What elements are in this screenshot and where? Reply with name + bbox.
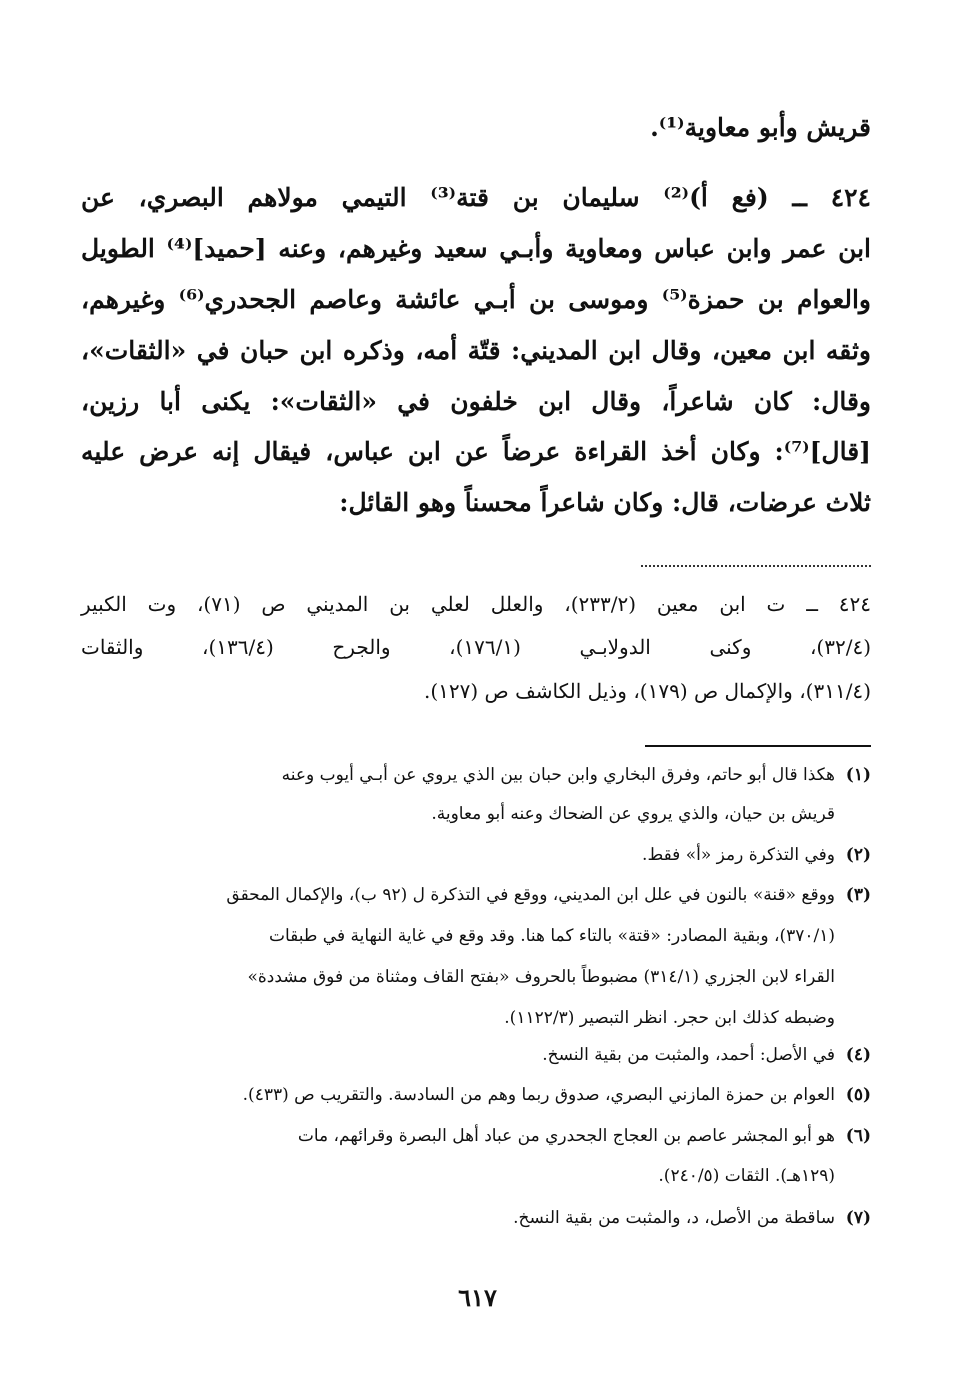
footnote-text: وضبطه كذلك ابن حجر. انظر التبصير (١١٢٢/٣).	[504, 1008, 835, 1028]
footnote-text: (٣٧٠/١)، وبقية المصادر: «قتة» بالتاء كما هنا. وقد وقع في غاية النهاية في طبقات	[268, 926, 835, 946]
footnote-number: (٢)	[845, 845, 871, 865]
footnote-number: (١)	[845, 765, 871, 785]
footnote-number: (٦)	[845, 1126, 871, 1146]
footnote-text: هكذا قال أبو حاتم، وفرق البخاري وابن حبان بين الذي يروي عن أبـي أيوب وعنه	[281, 765, 835, 785]
footnote-text: قريش بن حيان، والذي يروي عن الضحاك وعنه أبو معاوية.	[431, 804, 835, 824]
footnote-7	[81, 1208, 871, 1228]
footnote-6	[81, 1126, 871, 1146]
footnote-text: القراء لابن الجزري (٣١٤/١) مضبوطاً بالحروف «بفتح القاف ومثناة من فوق مشددة»	[247, 967, 835, 987]
sources-line: ٤٢٤ ــ ت ابن معين (٢٣٣/٢)، والعلل لعلي بن المديني ص (٧١)، وت الكبير	[81, 592, 871, 616]
footnote-number: (٤)	[845, 1045, 871, 1065]
footnote-number: (٧)	[845, 1208, 871, 1228]
sources-line: (٣٢/٤)، وكنى الدولابـي (١٧٦/١)، والجرح (١٣٦/٤)، والثقات	[81, 635, 871, 659]
footnote-continuation	[81, 967, 871, 987]
footnote-continuation	[81, 1008, 871, 1028]
footnote-3	[81, 885, 871, 905]
footnote-text: هو أبو المجشر عاصم بن العجاج الجحدري من عباد أهل البصرة وقرائهم، مات	[297, 1126, 835, 1146]
dotted-separator	[641, 565, 871, 573]
main-text-line: [قال]⁽⁷⁾: وكان أخذ القراءة عرضاً عن ابن عباس، فيقال إنه عرض عليه	[81, 437, 871, 466]
footnote-number: (٥)	[845, 1085, 871, 1105]
footnote-text: (١٢٩هـ). الثقات (٢٤٠/٥).	[658, 1166, 835, 1186]
main-text-line: قريش وأبو معاوية⁽¹⁾.	[650, 113, 871, 142]
footnote-4	[81, 1045, 871, 1065]
page-number: ٦١٧	[458, 1283, 497, 1312]
footnote-text: وفي التذكرة رمز «أ» فقط.	[642, 845, 835, 865]
main-text-line: ٤٢٤ ــ (فع أ)⁽²⁾ سليمان بن قتة⁽³⁾ التيمي مولاهم البصري، عن	[81, 183, 871, 212]
footnote-2	[81, 845, 871, 865]
main-text-line: والعوام بن حمزة⁽⁵⁾ وموسى بن أبـي عائشة وعاصم الجحدري⁽⁶⁾ وغيرهم،	[81, 285, 872, 314]
main-text-line: ابن عمر وابن عباس ومعاوية وأبـي سعيد وغيرهم، وعنه [حميد]⁽⁴⁾ الطويل	[81, 234, 871, 263]
main-text-line: ثلاث عرضات، قال: وكان شاعراً محسناً وهو القائل:	[339, 488, 871, 517]
footnote-rule	[645, 745, 871, 747]
footnote-5	[81, 1085, 871, 1105]
footnote-continuation	[81, 804, 871, 824]
main-text-line: وثقه ابن معين، وقال ابن المديني: قتّة أمه، وذكره ابن حبان في «الثقات»،	[81, 336, 871, 365]
footnote-continuation	[81, 926, 871, 946]
sources-line: (٣١١/٤)، والإكمال ص (١٧٩)، وذيل الكاشف ص (١٢٧).	[423, 679, 871, 703]
footnote-number: (٣)	[845, 885, 871, 905]
footnote-text: ووقع «قنة» بالنون في علل ابن المديني، ووقع في التذكرة ل (٩٢ ب)، والإكمال المحقق	[226, 885, 835, 905]
footnote-continuation	[81, 1166, 871, 1186]
footnote-text: ساقطة من الأصل، د، والمثبت من بقية النسخ.	[513, 1208, 835, 1228]
footnote-1	[81, 765, 871, 785]
footnote-text: العوام بن حمزة المازني البصري، صدوق ربما وهم من السادسة. والتقريب ص (٤٣٣).	[242, 1085, 835, 1105]
footnote-text: في الأصل: أحمد، والمثبت من بقية النسخ.	[542, 1045, 835, 1065]
main-text-line: وقال: كان شاعراً، وقال ابن خلفون في «الثقات»: يكنى أبا رزين،	[81, 387, 871, 416]
